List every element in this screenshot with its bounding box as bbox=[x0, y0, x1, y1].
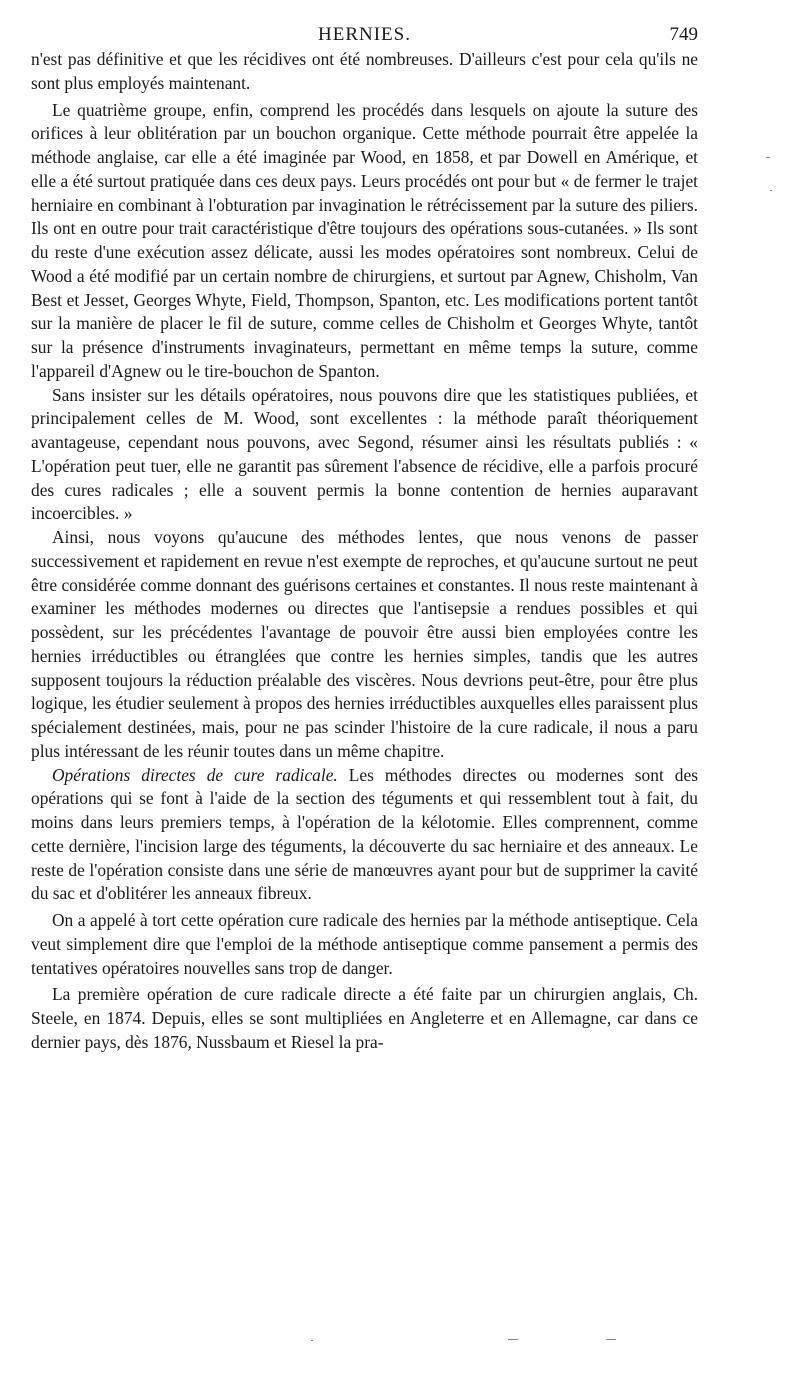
paragraph-direct-operations-text: Les méthodes directes ou modernes sont des opérations qui se font à l'aide de la section des téguments et qui ressemblent tout à fait, du moins dans leurs premiers temps, à l'opération de la kélotomie. Elles comprennent, comme cette dernière, l'incision large des téguments, la découverte du sac herniaire et des anneaux. Le reste de l'opération consiste dans une série de manœuvres ayant pour but de supprimer la cavité du sac et d'oblitérer les anneaux fibreux. bbox=[31, 764, 698, 904]
page-header bbox=[31, 22, 698, 48]
paragraph-statistics: Sans insister sur les détails opératoires, nous pouvons dire que les statistiques publiées, et principalement celles de M. Wood, sont excellentes : la méthode paraît théoriquement avantageuse, cependant nous pouvons, avec Segond, résumer ainsi les résultats publiés : « L'opération peut tuer, elle ne garantit pas sûrement l'absence de récidive, elle a parfois procuré des cures radicales ; elle a souvent permis la bonne contention de hernies auparavant incoercibles. » bbox=[31, 384, 698, 524]
print-speck bbox=[770, 190, 772, 191]
running-title: HERNIES. bbox=[318, 24, 411, 45]
page-number: 749 bbox=[669, 24, 698, 45]
section-heading-italic: Opérations directes de cure radicale. bbox=[52, 764, 338, 785]
paragraph-antiseptic: On a appelé à tort cette opération cure radicale des hernies par la méthode antiseptique. Cela veut simplement dire que l'emploi de la méthode antiseptique comme pansement a permis des tentatives opératoires nouvelles sans trop de danger. bbox=[31, 910, 698, 978]
body-text bbox=[31, 48, 698, 1055]
paragraph-first-operation: La première opération de cure radicale directe a été faite par un chirurgien anglais, Ch. Steele, en 1874. Depuis, elles se sont multipliées en Angleterre et en Allemagne, car dans ce dernier pays, dès 1876, Nussbaum et Riesel la pra- bbox=[31, 984, 698, 1052]
paragraph-continuation: n'est pas définitive et que les récidives ont été nombreuses. D'ailleurs c'est pour cela qu'ils ne sont plus employés maintenant. bbox=[31, 49, 698, 93]
paragraph-fourth-group: Le quatrième groupe, enfin, comprend les procédés dans lesquels on ajoute la suture des orifices à leur oblitération par un bouchon organique. Cette méthode pourrait être appelée la méthode anglaise, car elle a été imaginée par Wood, en 1858, et par Dowell en Amérique, et elle a été surtout pratiquée dans ces deux pays. Leurs procédés ont pour but « de fermer le trajet herniaire en combinant à l'obturation par invagination le rétrécissement par la suture des piliers. Ils ont en outre pour trait caractéristique d'être toujours des opérations sous-cutanées. » Ils sont du reste d'une exécution assez délicate, aussi les modes opératoires sont nombreux. Celui de Wood a été modifié par un certain nombre de chirurgiens, et surtout par Agnew, Chisholm, Van Best et Jesset, Georges Whyte, Field, Thompson, Spanton, etc. Les modifications portent tantôt sur la manière de placer le fil de suture, comme celles de Chisholm et Georges Whyte, tantôt sur la présence d'instruments invaginateurs, permettant en même temps la suture, comme l'appareil d'Agnew ou le tire-bouchon de Spanton. bbox=[31, 99, 698, 381]
print-speck bbox=[766, 157, 770, 158]
paragraph-slow-methods: Ainsi, nous voyons qu'aucune des méthodes lentes, que nous venons de passer successivement et rapidement en revue n'est exempte de reproches, et qu'aucune surtout ne peut être considérée comme donnant des guérisons certaines et constantes. Il nous reste maintenant à examiner les méthodes modernes ou directes que l'antisepsie a rendues possibles et qui possèdent, sur les précédentes l'avantage de pouvoir être aussi bien employées contre les hernies irréductibles ou étranglées que contre les hernies simples, tandis que les autres supposent toujours la réduction préalable des viscères. Nous devrions peut-être, pour être plus logique, les étudier seulement à propos des hernies irréductibles auxquelles elles paraissent plus spécialement destinées, mais, pour ne pas scinder l'histoire de la cure radicale, il nous a paru plus intéressant de les réunir toutes dans un même chapitre. bbox=[31, 527, 698, 761]
print-speck bbox=[606, 1339, 616, 1340]
print-speck bbox=[508, 1339, 518, 1340]
paragraph-direct-operations bbox=[31, 764, 698, 907]
print-speck bbox=[311, 1340, 313, 1341]
book-page bbox=[31, 22, 698, 1055]
